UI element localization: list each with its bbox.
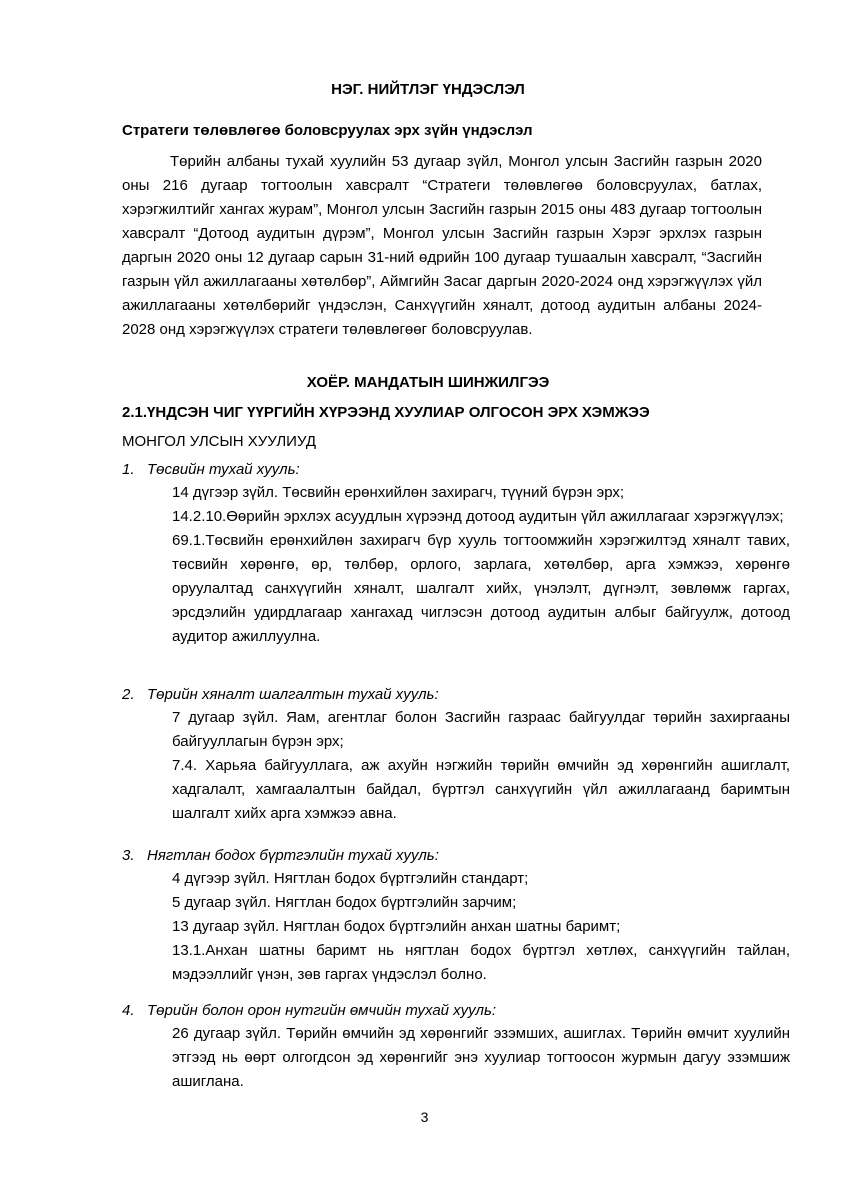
section-2-title: ХОЁР. МАНДАТЫН ШИНЖИЛГЭЭ: [306, 374, 550, 391]
law-line: 7 дугаар зүйл. Яам, агентлаг болон Засгийн газраас байгуулдаг төрийн захиргааны байгууллагын бүрэн эрх;: [172, 709, 790, 750]
law-line: 69.1.Төсвийн ерөнхийлөн захирагч бүр хууль тогтоомжийн хэрэгжилтэд хяналт тавих, төсвийн хөрөнгө, өр, төлбөр, орлого, зарлага, хөтөлбөр, арга хэмжээ, хөрөнгө оруулалтад санхүүгийн хяналт, шалгалт хийх, үнэлэлт, дүгнэлт, зөвлөмж гаргах, эрсдэлийн удирдлагаар хангахад чиглэсэн дотоод аудитын албыг байгуулж, дотоод аудитор ажиллуулна.: [172, 532, 790, 645]
law-title-text: Төрийн болон орон нутгийн өмчийн тухай хууль:: [147, 1002, 497, 1019]
law-line: 5 дугаар зүйл. Нягтлан бодох бүртгэлийн зарчим;: [172, 894, 517, 911]
law-number: 2.: [122, 686, 135, 703]
law-line: 26 дугаар зүйл. Төрийн өмчийн эд хөрөнгийг эзэмших, ашиглах. Төрийн өмчит хуулийн этгээд нь өөрт олгогдсон эд хөрөнгийг энэ хуулиар тогтоосон журмын дагуу эзэмшиж ашиглана.: [172, 1025, 790, 1090]
law-number: 4.: [122, 1002, 135, 1019]
law-line: 13 дугаар зүйл. Нягтлан бодох бүртгэлийн анхан шатны баримт;: [172, 918, 621, 935]
page-number: 3: [420, 1109, 429, 1125]
section-1-paragraph: Төрийн албаны тухай хуулийн 53 дугаар зүйл, Монгол улсын Засгийн газрын 2020 оны 216 дугаар тогтоолын хавсралт “Стратеги төлөвлөгөө боловсруулах, батлах, хэрэгжилтийг хангах журам”, Монгол улсын Засгийн газрын 2015 оны 483 дугаар тогтоолын хавсралт “Дотоод аудитын дүрэм”, Монгол улсын Засгийн газрын Хэрэг эрхлэх газрын даргын 2020 оны 12 дугаар сарын 31-ний өдрийн 100 дугаар тушаалын хавсралт, “Засгийн газрын үйл ажиллагааны хөтөлбөр”, Аймгийн Засаг даргын 2020-2024 онд хэрэгжүүлэх үйл ажиллагааны хөтөлбөрийг үндэслэн, Санхүүгийн хяналт, дотоод аудитын албаны 2024-2028 онд хэрэгжүүлэх стратеги төлөвлөгөөг боловсруулав.: [122, 153, 762, 338]
section-1-subheading: Стратеги төлөвлөгөө боловсруулах эрх зүйн үндэслэл: [122, 122, 533, 139]
section-1-title: НЭГ. НИЙТЛЭГ ҮНДЭСЛЭЛ: [331, 81, 525, 98]
law-item-2: [122, 684, 790, 826]
law-item-1: [122, 459, 790, 649]
law-number: 1.: [122, 461, 135, 478]
law-title: [122, 459, 790, 481]
law-line: 14.2.10.Өөрийн эрхлэх асуудлын хүрээнд дотоод аудитын үйл ажиллагааг хэрэгжүүлэх;: [172, 508, 784, 525]
section-2-subheading: 2.1.ҮНДСЭН ЧИГ ҮҮРГИЙН ХҮРЭЭНД ХУУЛИАР ОЛГОСОН ЭРХ ХЭМЖЭЭ: [122, 404, 650, 421]
law-title: [122, 684, 790, 706]
law-line: 7.4. Харьяа байгууллага, аж ахуйн нэгжийн төрийн өмчийн эд хөрөнгийн ашиглалт, хадгалалт, хамгаалалтын байдал, бүртгэл санхүүгийн үйл ажиллагаанд баримтын шалгалт хийх арга хэмжээ авна.: [172, 757, 790, 822]
laws-heading: МОНГОЛ УЛСЫН ХУУЛИУД: [122, 433, 316, 450]
law-item-3: [122, 845, 790, 987]
law-line: 4 дүгээр зүйл. Нягтлан бодох бүртгэлийн стандарт;: [172, 870, 529, 887]
law-line: 14 дүгээр зүйл. Төсвийн ерөнхийлөн захирагч, түүний бүрэн эрх;: [172, 484, 625, 501]
law-line: 13.1.Анхан шатны баримт нь нягтлан бодох бүртгэл хөтлөх, санхүүгийн тайлан, мэдээллийг үнэн, зөв гаргах үндэслэл болно.: [172, 942, 790, 983]
law-item-4: [122, 1000, 790, 1094]
law-number: 3.: [122, 847, 135, 864]
law-title-text: Төсвийн тухай хууль:: [147, 461, 300, 478]
law-title-text: Төрийн хяналт шалгалтын тухай хууль:: [147, 686, 439, 703]
law-title-text: Нягтлан бодох бүртгэлийн тухай хууль:: [147, 847, 439, 864]
law-title: [122, 845, 790, 867]
law-title: [122, 1000, 790, 1022]
